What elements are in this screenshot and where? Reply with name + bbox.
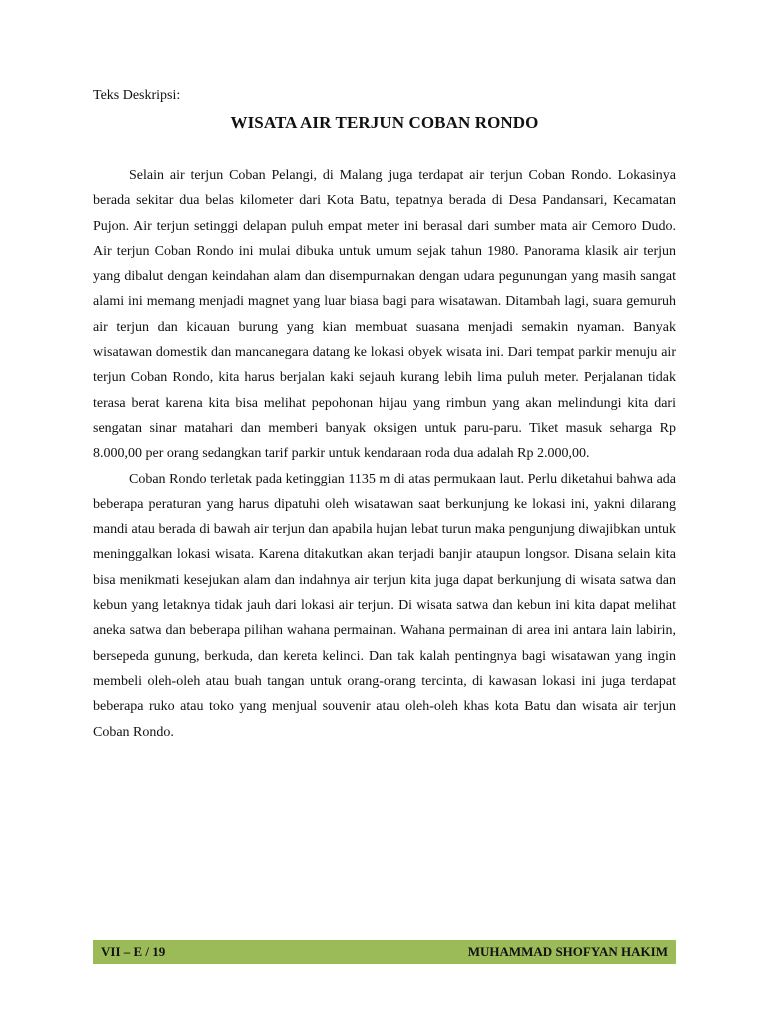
footer-class-label: VII – E / 19 bbox=[101, 944, 166, 959]
footer-author-name: MUHAMMAD SHOFYAN HAKIM bbox=[467, 944, 668, 959]
document-body bbox=[93, 163, 676, 745]
paragraph: Selain air terjun Coban Pelangi, di Malang juga terdapat air terjun Coban Rondo. Lokasinya berada sekitar dua belas kilometer dari Kota Batu, tepatnya berada di Desa Pandansari, Kecamatan Pujon. Air terjun setinggi delapan puluh empat meter ini berasal dari sumber mata air Cemoro Dudo. Air terjun Coban Rondo ini mulai dibuka untuk umum sejak tahun 1980. Panorama klasik air terjun yang dibalut dengan keindahan alam dan disempurnakan dengan udara pegunungan yang masih sangat alami ini memang menjadi magnet yang luar biasa bagi para wisatawan. Ditambah lagi, suara gemuruh air terjun dan kicauan burung yang kian membuat suasana menjadi semakin nyaman. Banyak wisatawan domestik dan mancanegara datang ke lokasi obyek wisata ini. Dari tempat parkir menuju air terjun Coban Rondo, kita harus berjalan kaki sejauh kurang lebih lima puluh meter. Perjalanan tidak terasa berat karena kita bisa melihat pepohonan hijau yang rimbun yang akan melindungi kita dari sengatan sinar matahari dan memberi banyak oksigen untuk paru-paru. Tiket masuk seharga Rp 8.000,00 per orang sedangkan tarif parkir untuk kendaraan roda dua adalah Rp 2.000,00. bbox=[93, 168, 676, 462]
paragraph: Coban Rondo terletak pada ketinggian 1135 m di atas permukaan laut. Perlu diketahui bahwa ada beberapa peraturan yang harus dipatuhi oleh wisatawan saat berkunjung ke lokasi ini, yakni dilarang mandi atau berada di bawah air terjun dan apabila hujan lebat turun maka pengunjung diwajibkan untuk meninggalkan lokasi wisata. Karena ditakutkan akan terjadi banjir ataupun longsor. Disana selain kita bisa menikmati kesejukan alam dan indahnya air terjun kita juga dapat berkunjung di wisata satwa dan kebun yang letaknya tidak jauh dari lokasi air terjun. Di wisata satwa dan kebun ini kita dapat melihat aneka satwa dan beberapa pilihan wahana permainan. Wahana permainan di area ini antara lain labirin, bersepeda gunung, berkuda, dan kereta kelinci. Dan tak kalah pentingnya bagi wisatawan yang ingin membeli oleh-oleh atau buah tangan untuk orang-orang tercinta, di kawasan lokasi ini juga terdapat beberapa ruko atau toko yang menjual souvenir atau oleh-oleh khas kota Batu dan wisata air terjun Coban Rondo. bbox=[93, 471, 676, 740]
document-title: WISATA AIR TERJUN COBAN RONDO bbox=[230, 113, 539, 132]
document-label: Teks Deskripsi: bbox=[93, 88, 181, 103]
footer-bar bbox=[93, 940, 676, 964]
